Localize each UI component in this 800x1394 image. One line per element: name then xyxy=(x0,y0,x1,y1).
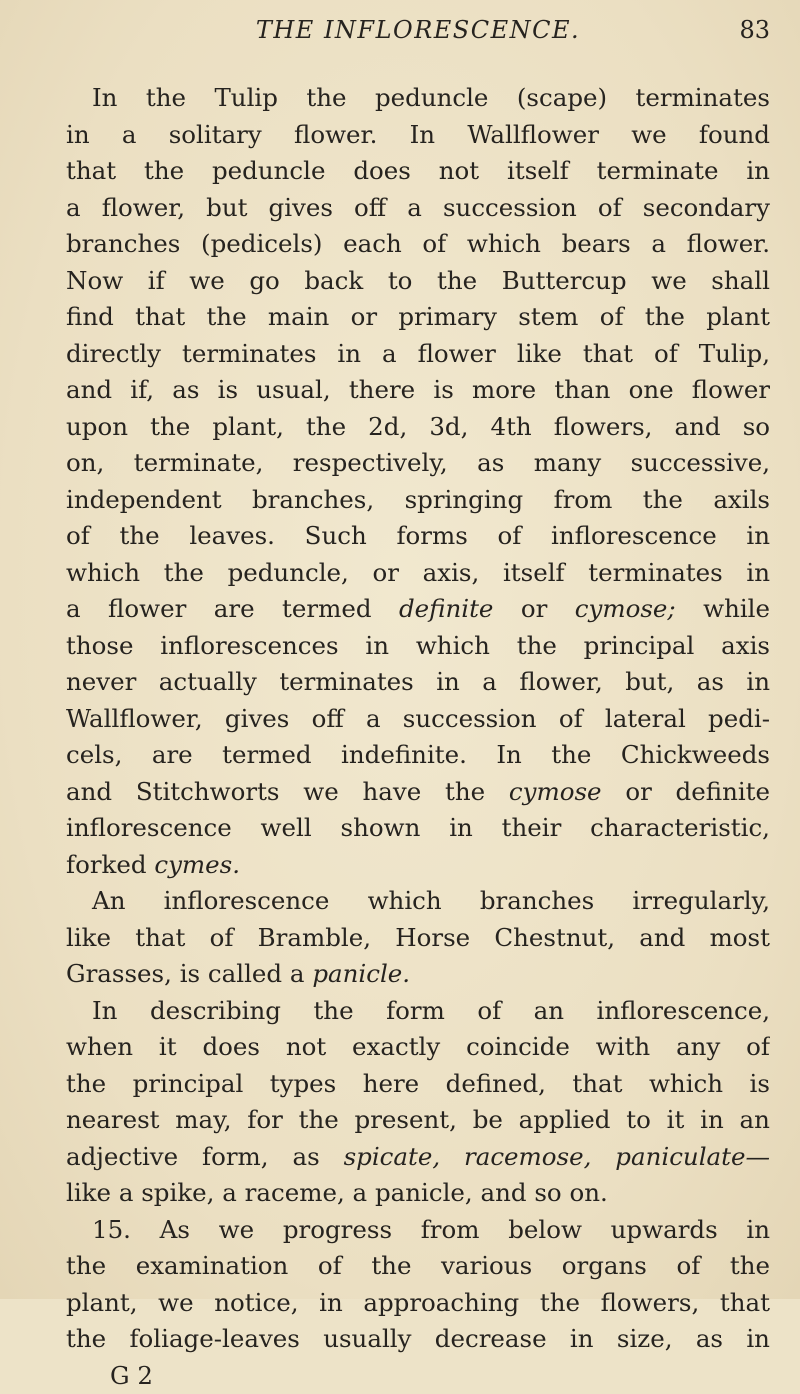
text-line: like a spike, a raceme, a panicle, and so on. xyxy=(66,1175,770,1212)
text-line: In describing the form of an inflorescence, xyxy=(66,993,770,1030)
text-line: never actually terminates in a flower, but, as in xyxy=(66,664,770,701)
text-line: forked cymes. xyxy=(66,847,770,884)
text-line: in a solitary flower. In Wallflower we found xyxy=(66,117,770,154)
text-line: which the peduncle, or axis, itself terminates in xyxy=(66,555,770,592)
text-line: and if, as is usual, there is more than one flower xyxy=(66,372,770,409)
page-number: 83 xyxy=(739,10,770,50)
text-line: independent branches, springing from the axils xyxy=(66,482,770,519)
text-line: and Stitchworts we have the cymose or definite xyxy=(66,774,770,811)
text-line: Wallflower, gives off a succession of lateral pedi- xyxy=(66,701,770,738)
text-line: adjective form, as spicate, racemose, paniculate— xyxy=(66,1139,770,1176)
text-line: the examination of the various organs of the xyxy=(66,1248,770,1285)
text-line: a flower are termed definite or cymose; while xyxy=(66,591,770,628)
text-line: In the Tulip the peduncle (scape) terminates xyxy=(66,80,770,117)
signature-mark: G 2 xyxy=(66,1358,770,1394)
running-head xyxy=(66,10,770,50)
text-line: like that of Bramble, Horse Chestnut, and most xyxy=(66,920,770,957)
text-line: of the leaves. Such forms of inflorescence in xyxy=(66,518,770,555)
running-title: THE INFLORESCENCE. xyxy=(66,10,770,50)
text-line: those inflorescences in which the principal axis xyxy=(66,628,770,665)
body-text xyxy=(66,80,770,1394)
text-line: branches (pedicels) each of which bears a flower. xyxy=(66,226,770,263)
text-line: Now if we go back to the Buttercup we shall xyxy=(66,263,770,300)
text-line: directly terminates in a flower like that of Tulip, xyxy=(66,336,770,373)
text-line: 15. As we progress from below upwards in xyxy=(66,1212,770,1249)
text-line: An inflorescence which branches irregularly, xyxy=(66,883,770,920)
text-line: a flower, but gives off a succession of secondary xyxy=(66,190,770,227)
text-line: the principal types here defined, that which is xyxy=(66,1066,770,1103)
text-line: find that the main or primary stem of the plant xyxy=(66,299,770,336)
text-line: cels, are termed indefinite. In the Chickweeds xyxy=(66,737,770,774)
text-line: the foliage-leaves usually decrease in size, as in xyxy=(66,1321,770,1358)
text-line: inflorescence well shown in their characteristic, xyxy=(66,810,770,847)
text-line: plant, we notice, in approaching the flowers, that xyxy=(66,1285,770,1322)
text-line: Grasses, is called a panicle. xyxy=(66,956,770,993)
text-line: when it does not exactly coincide with any of xyxy=(66,1029,770,1066)
text-line: that the peduncle does not itself terminate in xyxy=(66,153,770,190)
text-line: upon the plant, the 2d, 3d, 4th flowers, and so xyxy=(66,409,770,446)
text-line: on, terminate, respectively, as many successive, xyxy=(66,445,770,482)
text-line: nearest may, for the present, be applied to it in an xyxy=(66,1102,770,1139)
